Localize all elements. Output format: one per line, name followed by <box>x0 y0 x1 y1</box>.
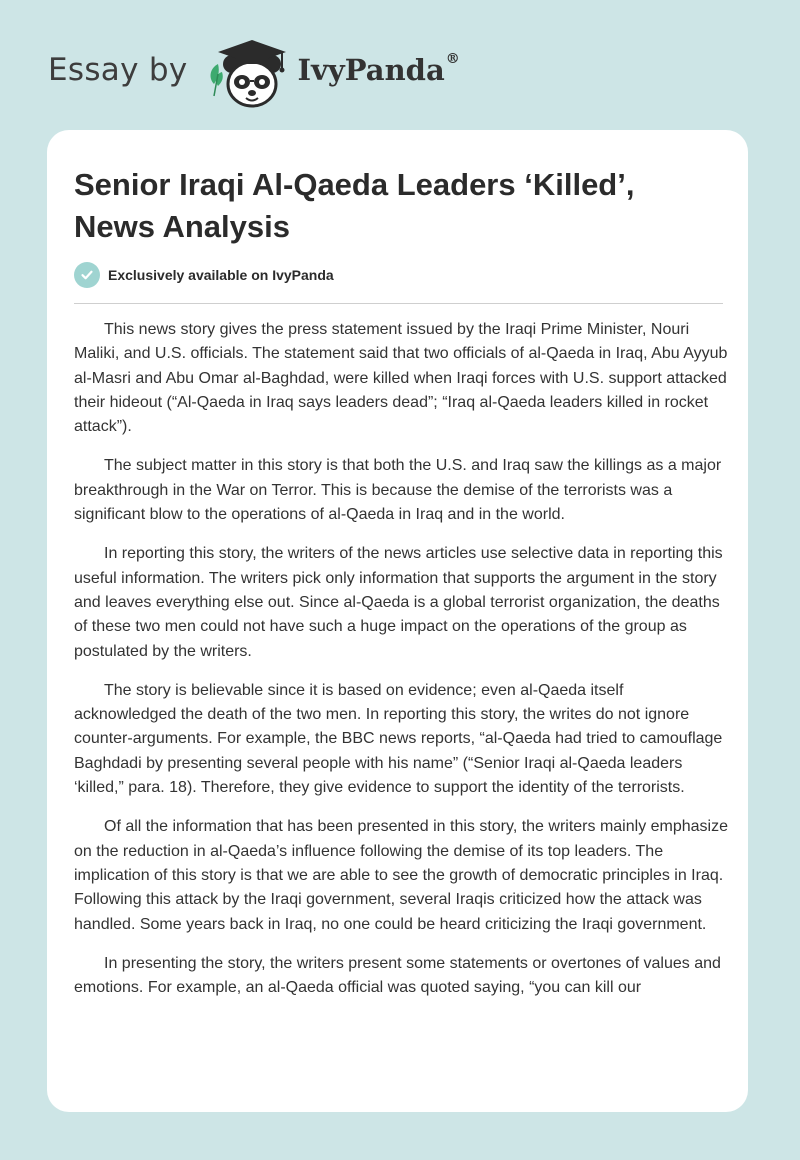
paragraph: In presenting the story, the writers present some statements or overtones of values and emotions. For example, an al-Qaeda official was quoted saying, “you can kill our <box>74 954 721 997</box>
paragraph: In reporting this story, the writers of the news articles use selective data in reporting this useful information. The writers pick only information that supports the argument in the story and leaves everything else out. Since al-Qaeda is a global terrorist organization, the deaths of these two men could not have such a huge impact on the operations of the group as postulated by the writers. <box>74 545 723 660</box>
exclusive-badge <box>74 262 334 288</box>
brand-text: IvyPanda <box>297 53 445 87</box>
paragraph: The subject matter in this story is that both the U.S. and Iraq saw the killings as a major breakthrough in the War on Terror. This is because the demise of the terrorists was a significant blow to the operations of al-Qaeda in Iraq and in the world. <box>74 457 722 524</box>
paragraph: The story is believable since it is based on evidence; even al-Qaeda itself acknowledged the death of the two men. In reporting this story, the writes do not ignore counter-arguments. For example, the BBC news reports, “al-Qaeda had tried to camouflage Baghdadi by presenting several people with his name” (“Senior Iraqi al-Qaeda leaders ‘killed,” para. 18). Therefore, they give evidence to support the identity of the terrorists. <box>74 681 723 797</box>
paragraph: This news story gives the press statement issued by the Iraqi Prime Minister, Nouri Maliki, and U.S. officials. The statement said that two officials of al-Qaeda in Iraq, Abu Ayyub al-Masri and Abu Omar al-Baghdad, were killed when Iraqi forces with U.S. support attacked their hideout (“Al-Qaeda in Iraq says leaders dead”; “Iraq al-Qaeda leaders killed in rocket attack”). <box>74 321 728 436</box>
trademark-symbol: ® <box>445 51 460 67</box>
brand-name[interactable] <box>298 53 460 87</box>
article-title: Senior Iraqi Al-Qaeda Leaders ‘Killed’, News Analysis <box>74 167 635 244</box>
exclusive-label: Exclusively available on IvyPanda <box>108 267 334 283</box>
site-header <box>48 34 460 110</box>
panda-logo-icon[interactable] <box>204 34 292 110</box>
article-card <box>47 130 748 1112</box>
paragraph: Of all the information that has been presented in this story, the writers mainly emphasize on the reduction in al-Qaeda’s influence following the demise of its top leaders. The implication of this story is that we are able to see the growth of democratic principles in Iraq. Following this attack by the Iraqi government, several Iraqis criticized how the attack was handled. Some years back in Iraq, no one could be heard criticizing the Iraqi government. <box>74 818 729 933</box>
article-body <box>74 318 729 1015</box>
check-icon <box>74 262 100 288</box>
essay-by-label: Essay by <box>48 52 188 88</box>
divider <box>74 303 723 304</box>
